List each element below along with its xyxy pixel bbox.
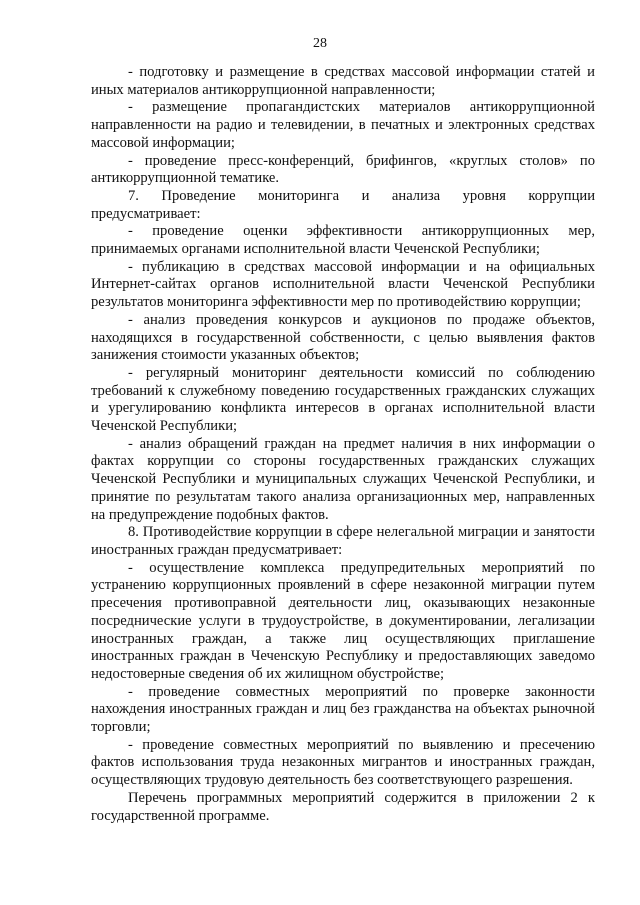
paragraph: - публикацию в средствах массовой информации и на официальных Интернет-сайтах органов исполнительной власти Чеченской Республики результатов мониторинга эффективности мер по противодействию коррупции; — [91, 258, 595, 311]
paragraph: - размещение пропагандистских материалов антикоррупционной направленности на радио и телевидении, в печатных и электронных средствах массовой информации; — [91, 99, 595, 151]
paragraph: - проведение совместных мероприятий по выявлению и пресечению фактов использования труда незаконных мигрантов и иностранных граждан, осуществляющих трудовую деятельность без соответствующего разрешения. — [91, 736, 595, 789]
section-heading-paragraph: 8. Противодействие коррупции в сфере нелегальной миграции и занятости иностранных граждан предусматривает: — [91, 524, 595, 558]
paragraph: - анализ обращений граждан на предмет наличия в них информации о фактах коррупции со стороны государственных гражданских служащих Чеченской Республики и муниципальных служащих Чеченской Республики, и принятие по результатам такого анализа организационных мер, направленных на предупреждение подобных фактов. — [91, 435, 595, 523]
closing-paragraph: Перечень программных мероприятий содержится в приложении 2 к государственной программе. — [91, 789, 595, 824]
section-heading-paragraph: 7. Проведение мониторинга и анализа уровня коррупции предусматривает: — [91, 187, 595, 222]
paragraph: - регулярный мониторинг деятельности комиссий по соблюдению требований к служебному поведению государственных гражданских служащих и урегулированию конфликта интересов в органах исполнительной власти Чеченской Республики; — [91, 364, 595, 435]
paragraph: - подготовку и размещение в средствах массовой информации статей и иных материалов антикоррупционной направленности; — [91, 64, 595, 98]
paragraph: - анализ проведения конкурсов и аукционов по продаже объектов, находящихся в государственной собственности, с целью выявления фактов занижения стоимости указанных объектов; — [91, 311, 595, 364]
paragraph: - проведение оценки эффективности антикоррупционных мер, принимаемых органами исполнительной власти Чеченской Республики; — [91, 223, 595, 258]
document-body — [91, 64, 595, 825]
paragraph: - осуществление комплекса предупредительных мероприятий по устранению коррупционных проявлений в сфере незаконной миграции путем пресечения противоправной деятельности лиц, оказывающих незаконные посреднические услуги в трудоустройстве, в документировании, легализации иностранных граждан, а также лиц осуществляющих приглашение иностранных граждан в Чеченскую Республику и предоставляющих заведомо недостоверные сведения об их жилищном обустройстве; — [91, 559, 595, 682]
paragraph: - проведение совместных мероприятий по проверке законности нахождения иностранных граждан и лиц без гражданства на объектах рыночной торговли; — [91, 683, 595, 736]
paragraph: - проведение пресс-конференций, брифингов, «круглых столов» по антикоррупционной тематике. — [91, 152, 595, 187]
page-number: 28 — [313, 36, 327, 51]
